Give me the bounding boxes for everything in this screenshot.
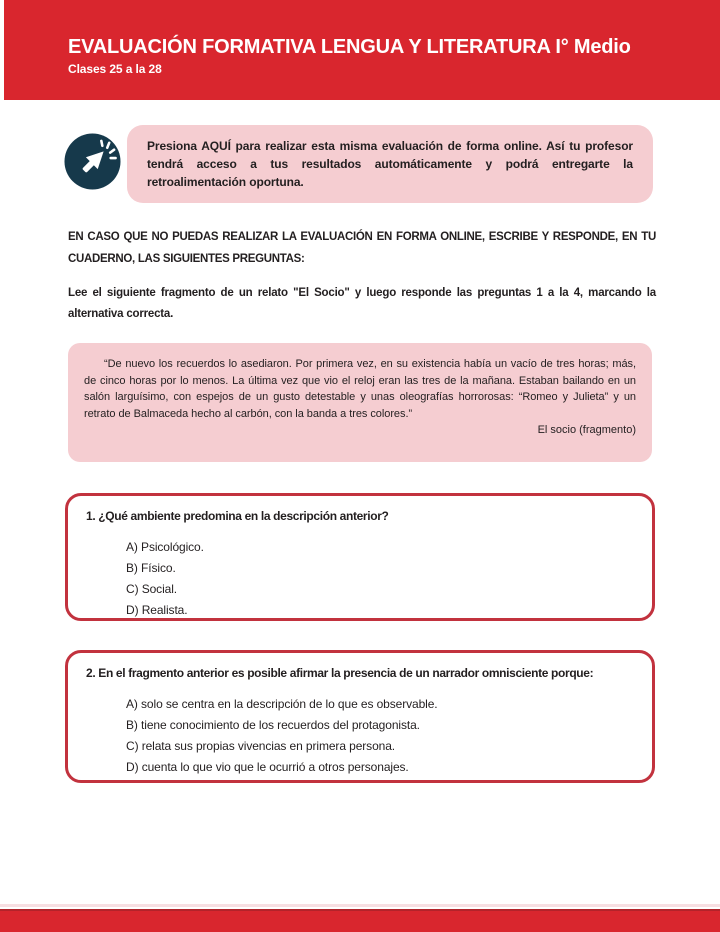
header-band	[4, 0, 720, 100]
footer-hairline	[0, 904, 720, 907]
question-2-box	[65, 650, 655, 783]
quote-text: “De nuevo los recuerdos lo asediaron. Por primera vez, en su existencia había un vacío de tres horas; más, de cinco horas por lo menos. La última vez que vio el reloj eran las tres de la mañana. Estaban bailando en un salón larguísimo, con espejos de un gusto detestable y unas oleografías horrorosas: “Romeo y Julieta” y un retrato de Balmaceda hecho al carbón, con la banda a tres colores.”	[84, 358, 636, 420]
click-cursor-icon[interactable]	[64, 133, 121, 190]
question-1-title: 1. ¿Qué ambiente predomina en la descripción anterior?	[86, 509, 389, 523]
question-1-option-b: B) Físico.	[126, 561, 176, 575]
question-2-option-c: C) relata sus propias vivencias en primera persona.	[126, 739, 396, 753]
page-subtitle: Clases 25 a la 28	[68, 62, 162, 76]
question-2-option-b: B) tiene conocimiento de los recuerdos del protagonista.	[126, 718, 420, 732]
offline-instructions: EN CASO QUE NO PUEDAS REALIZAR LA EVALUACIÓN EN FORMA ONLINE, ESCRIBE Y RESPONDE, EN TU CUADERNO, LAS SIGUIENTES PREGUNTAS:	[68, 231, 656, 265]
page-title: EVALUACIÓN FORMATIVA LENGUA Y LITERATURA I° Medio	[68, 36, 631, 58]
online-callout[interactable]	[127, 125, 653, 203]
question-1-option-c: C) Social.	[126, 582, 178, 596]
online-callout-text: Presiona AQUÍ para realizar esta misma evaluación de forma online. Así tu profesor tendrá acceso a tus resultados automáticamente y podrá entregarte la retroalimentación oportuna.	[147, 139, 633, 190]
quote-box	[68, 343, 652, 462]
question-1-option-d: D) Realista.	[126, 603, 188, 617]
question-1-options	[126, 537, 634, 621]
question-2-title: 2. En el fragmento anterior es posible afirmar la presencia de un narrador omnisciente porque:	[86, 666, 594, 680]
reading-instructions: Lee el siguiente fragmento de un relato "El Socio" y luego responde las preguntas 1 a la 4, marcando la alternativa correcta.	[68, 287, 656, 320]
question-2-options	[126, 694, 634, 778]
question-2-option-d: D) cuenta lo que vio que le ocurrió a otros personajes.	[126, 760, 409, 774]
question-1-option-a: A) Psicológico.	[126, 540, 204, 554]
footer-band	[0, 909, 720, 932]
quote-attribution: El socio (fragmento)	[537, 424, 636, 436]
question-2-option-a: A) solo se centra en la descripción de lo que es observable.	[126, 697, 438, 711]
question-1-box	[65, 493, 655, 621]
